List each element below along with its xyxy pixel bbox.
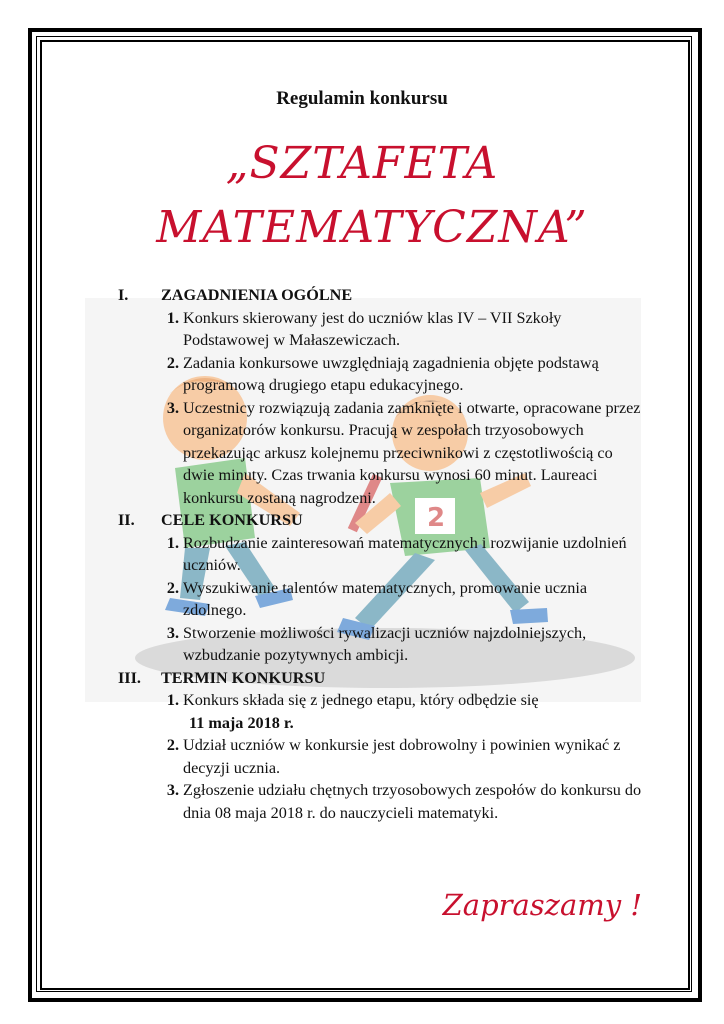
item-number: 3. — [166, 781, 179, 799]
contest-date: 11 maja 2018 r. — [189, 713, 294, 732]
item-text: Zgłoszenie udziału chętnych trzyosobowych zespołów do konkursu do dnia 08 maja 2018 r. do nauczycieli matematyki. — [183, 781, 642, 822]
list-item — [118, 734, 648, 779]
item-number: 3. — [166, 623, 179, 642]
closing-invitation: Zapraszamy ! — [442, 888, 642, 922]
item-text-wrapper — [183, 689, 648, 734]
section-3-title: TERMIN KONKURSU — [161, 668, 326, 687]
list-item — [118, 397, 648, 510]
list-item — [118, 779, 648, 824]
item-text: Udział uczniów w konkursie jest dobrowolny i powinien wynikać z decyzji ucznia. — [183, 736, 621, 777]
item-text: Uczestnicy rozwiązują zadania zamknięte i otwarte, opracowane przez organizatorów konkursu. Pracują w zespołach trzyosobowych przekazując arkusz kolejnemu przeciwnikowi z częstotliwością co dwie minuty. Czas trwania konkursu wynosi 60 minut. Laureaci konkursu zostaną nagrodzeni. — [183, 398, 641, 507]
item-number: 1. — [166, 308, 179, 327]
item-number: 1. — [166, 533, 179, 552]
section-1-number: I. — [118, 286, 129, 304]
section-2-items — [118, 532, 648, 667]
section-3-heading — [118, 667, 648, 690]
section-1-heading — [118, 284, 648, 307]
item-number: 2. — [166, 578, 179, 597]
item-text: Rozbudzanie zainteresowań matematycznych i rozwijanie uzdolnień uczniów. — [183, 533, 627, 574]
item-number: 1. — [166, 691, 179, 709]
item-number: 2. — [166, 353, 179, 372]
item-text: Konkurs składa się z jednego etapu, który odbędzie się — [183, 691, 539, 709]
section-2 — [118, 509, 648, 667]
item-text: Konkurs skierowany jest do uczniów klas IV – VII Szkoły Podstawowej w Małaszewiczach. — [183, 308, 562, 349]
title-line-1: „SZTAFETA — [225, 138, 499, 189]
section-3-number: III. — [118, 668, 141, 687]
section-1 — [118, 284, 648, 509]
item-text: Stworzenie możliwości rywalizacji uczniów najzdolniejszych, wzbudzanie pozytywnych ambicji. — [183, 623, 587, 664]
section-3-items — [118, 689, 648, 824]
section-2-number: II. — [118, 511, 135, 529]
item-number: 2. — [166, 736, 179, 754]
list-item — [118, 622, 648, 667]
list-item — [118, 577, 648, 622]
list-item — [118, 352, 648, 397]
item-number: 3. — [166, 398, 179, 417]
rules-content — [118, 284, 648, 824]
section-2-title: CELE KONKURSU — [161, 511, 303, 529]
runner-bib-number: 2 — [427, 503, 446, 533]
section-1-title: ZAGADNIENIA OGÓLNE — [161, 286, 353, 304]
section-3 — [118, 667, 648, 825]
list-item — [118, 689, 648, 734]
title-line-2: MATEMATYCZNA” — [156, 202, 588, 253]
section-2-heading — [118, 509, 648, 532]
item-text: Zadania konkursowe uwzględniają zagadnienia objęte podstawą programową drugiego etapu edukacyjnego. — [183, 353, 599, 394]
list-item — [118, 307, 648, 352]
pre-title: Regulamin konkursu — [276, 88, 448, 109]
list-item — [118, 532, 648, 577]
section-1-items — [118, 307, 648, 510]
item-text: Wyszukiwanie talentów matematycznych, promowanie ucznia zdolnego. — [183, 578, 588, 619]
